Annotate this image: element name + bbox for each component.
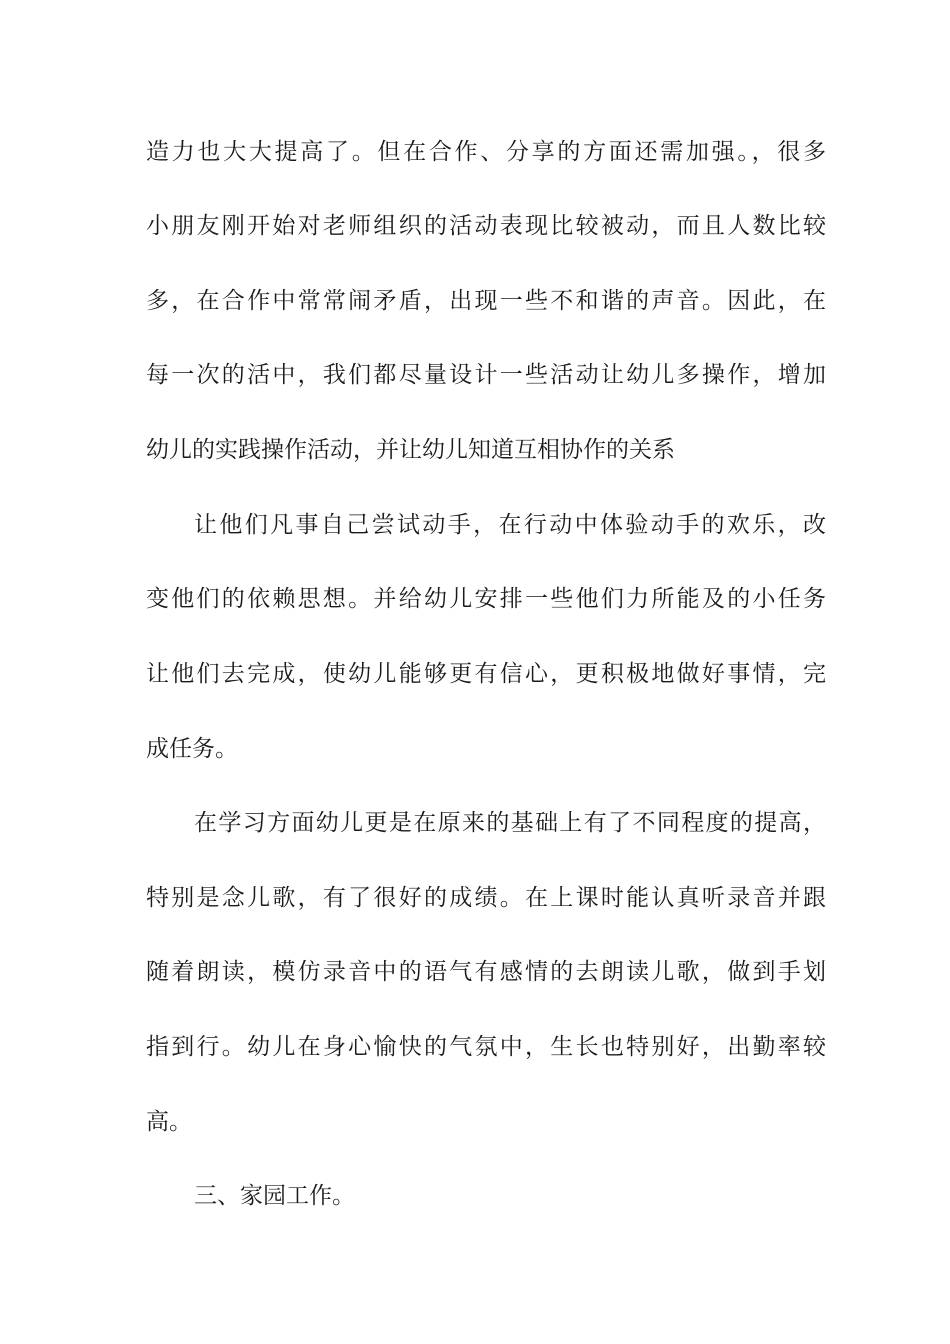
text-line: 每一次的活中，我们都尽量设计一些活动让幼儿多操作，增加: [146, 362, 826, 388]
text-line: 让他们去完成，使幼儿能够更有信心，更积极地做好事情，完: [146, 661, 826, 687]
text-line: 小朋友刚开始对老师组织的活动表现比较被动，而且人数比较: [146, 213, 826, 239]
text-line: 特别是念儿歌，有了很好的成绩。在上课时能认真听录音并跟: [146, 885, 826, 911]
text-line: 指到行。幼儿在身心愉快的气氛中，生长也特别好，出勤率较: [146, 1034, 826, 1060]
text-line: 让他们凡事自己尝试动手，在行动中体验动手的欢乐，改: [194, 512, 826, 538]
section-heading: 三、家园工作。: [194, 1183, 355, 1209]
text-line: 多，在合作中常常闹矛盾，出现一些不和谐的声音。因此，在: [146, 288, 826, 314]
text-line: 成任务。: [146, 736, 238, 762]
text-line: 造力也大大提高了。但在合作、分享的方面还需加强。，很多: [146, 139, 826, 165]
text-line: 变他们的依赖思想。并给幼儿安排一些他们力所能及的小任务: [146, 586, 826, 612]
text-line: 随着朗读，模仿录音中的语气有感情的去朗读儿歌，做到手划: [146, 959, 826, 985]
text-line: 在学习方面幼儿更是在原来的基础上有了不同程度的提高，: [194, 810, 826, 836]
text-line: 高。: [146, 1109, 192, 1135]
text-line: 幼儿的实践操作活动，并让幼儿知道互相协作的关系: [146, 437, 675, 463]
